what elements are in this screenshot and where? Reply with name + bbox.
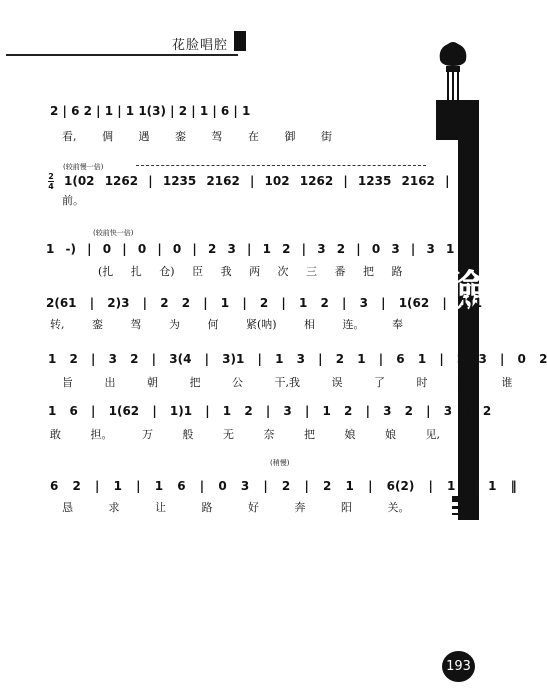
decor-stripe — [452, 506, 479, 509]
notation: 1 2 | 3 2 | 3(4 | 3)1 | 1 3 | 2 1 | 6 1 | 2 3 | 0 2 — [48, 352, 547, 366]
calligraphy-icon: 臉 — [444, 266, 487, 315]
lyric: 旨 出 朝 把 公 干,我 误 了 时 刻 谁 — [62, 376, 513, 389]
lyric: 看, 倜 遇 銮 驾 在 御 街 — [62, 130, 332, 143]
notation: 6 2 | 1 | 1 6 | 0 3 | 2 | 2 1 | 6(2) | 1 | 1 ‖ — [50, 479, 517, 493]
notation: 2(61 | 2)3 | 2 2 | 1 | 2 | 1 2 | 3 | 1(62 | 1)1 — [46, 296, 483, 310]
page-header-title: 花脸唱腔 — [172, 38, 229, 53]
lyric: 转, 銮 驾 为 何 紧(呐) 相 连。 奉 — [50, 318, 404, 331]
side-bar — [458, 140, 479, 520]
decor-block — [436, 100, 479, 140]
notation: 2 | 6 2 | 1 | 1 1(3) | 2 | 1 | 6 | 1 — [50, 104, 251, 118]
tempo-dash — [136, 165, 426, 166]
header-marker — [234, 31, 246, 51]
lyric: 敢 担。 万 般 无 奈 把 娘 娘 见, — [50, 428, 440, 441]
lyric: (扎 扎 仓) 臣 我 两 次 三 番 把 路 — [98, 265, 403, 278]
decor-stripe — [452, 496, 479, 502]
time-signature: 2 4 — [48, 172, 54, 191]
notation: 1 6 | 1(62 | 1)1 | 1 2 | 3 | 1 2 | 3 2 | 3 | 2 — [48, 404, 492, 418]
page-number-badge: 193 — [442, 651, 475, 682]
lyric: 恳 求 让 路 好 奔 阳 关。 — [62, 501, 410, 514]
decor-stripe — [452, 513, 479, 515]
tempo-mark: (较前快一倍) — [93, 229, 134, 237]
lyric: 前。 — [62, 194, 84, 207]
lantern-icon — [436, 40, 470, 102]
header-rule — [6, 54, 238, 56]
notation: 1 -) | 0 | 0 | 0 | 2 3 | 1 2 | 3 2 | 0 3 | 3 1 — [46, 242, 455, 256]
tempo-mark: (较前慢一倍) — [63, 163, 104, 171]
tempo-mark: (稍慢) — [270, 459, 290, 467]
notation: 1(02 1262 | 1235 2162 | 102 1262 | 1235 2162 | — [64, 174, 450, 188]
